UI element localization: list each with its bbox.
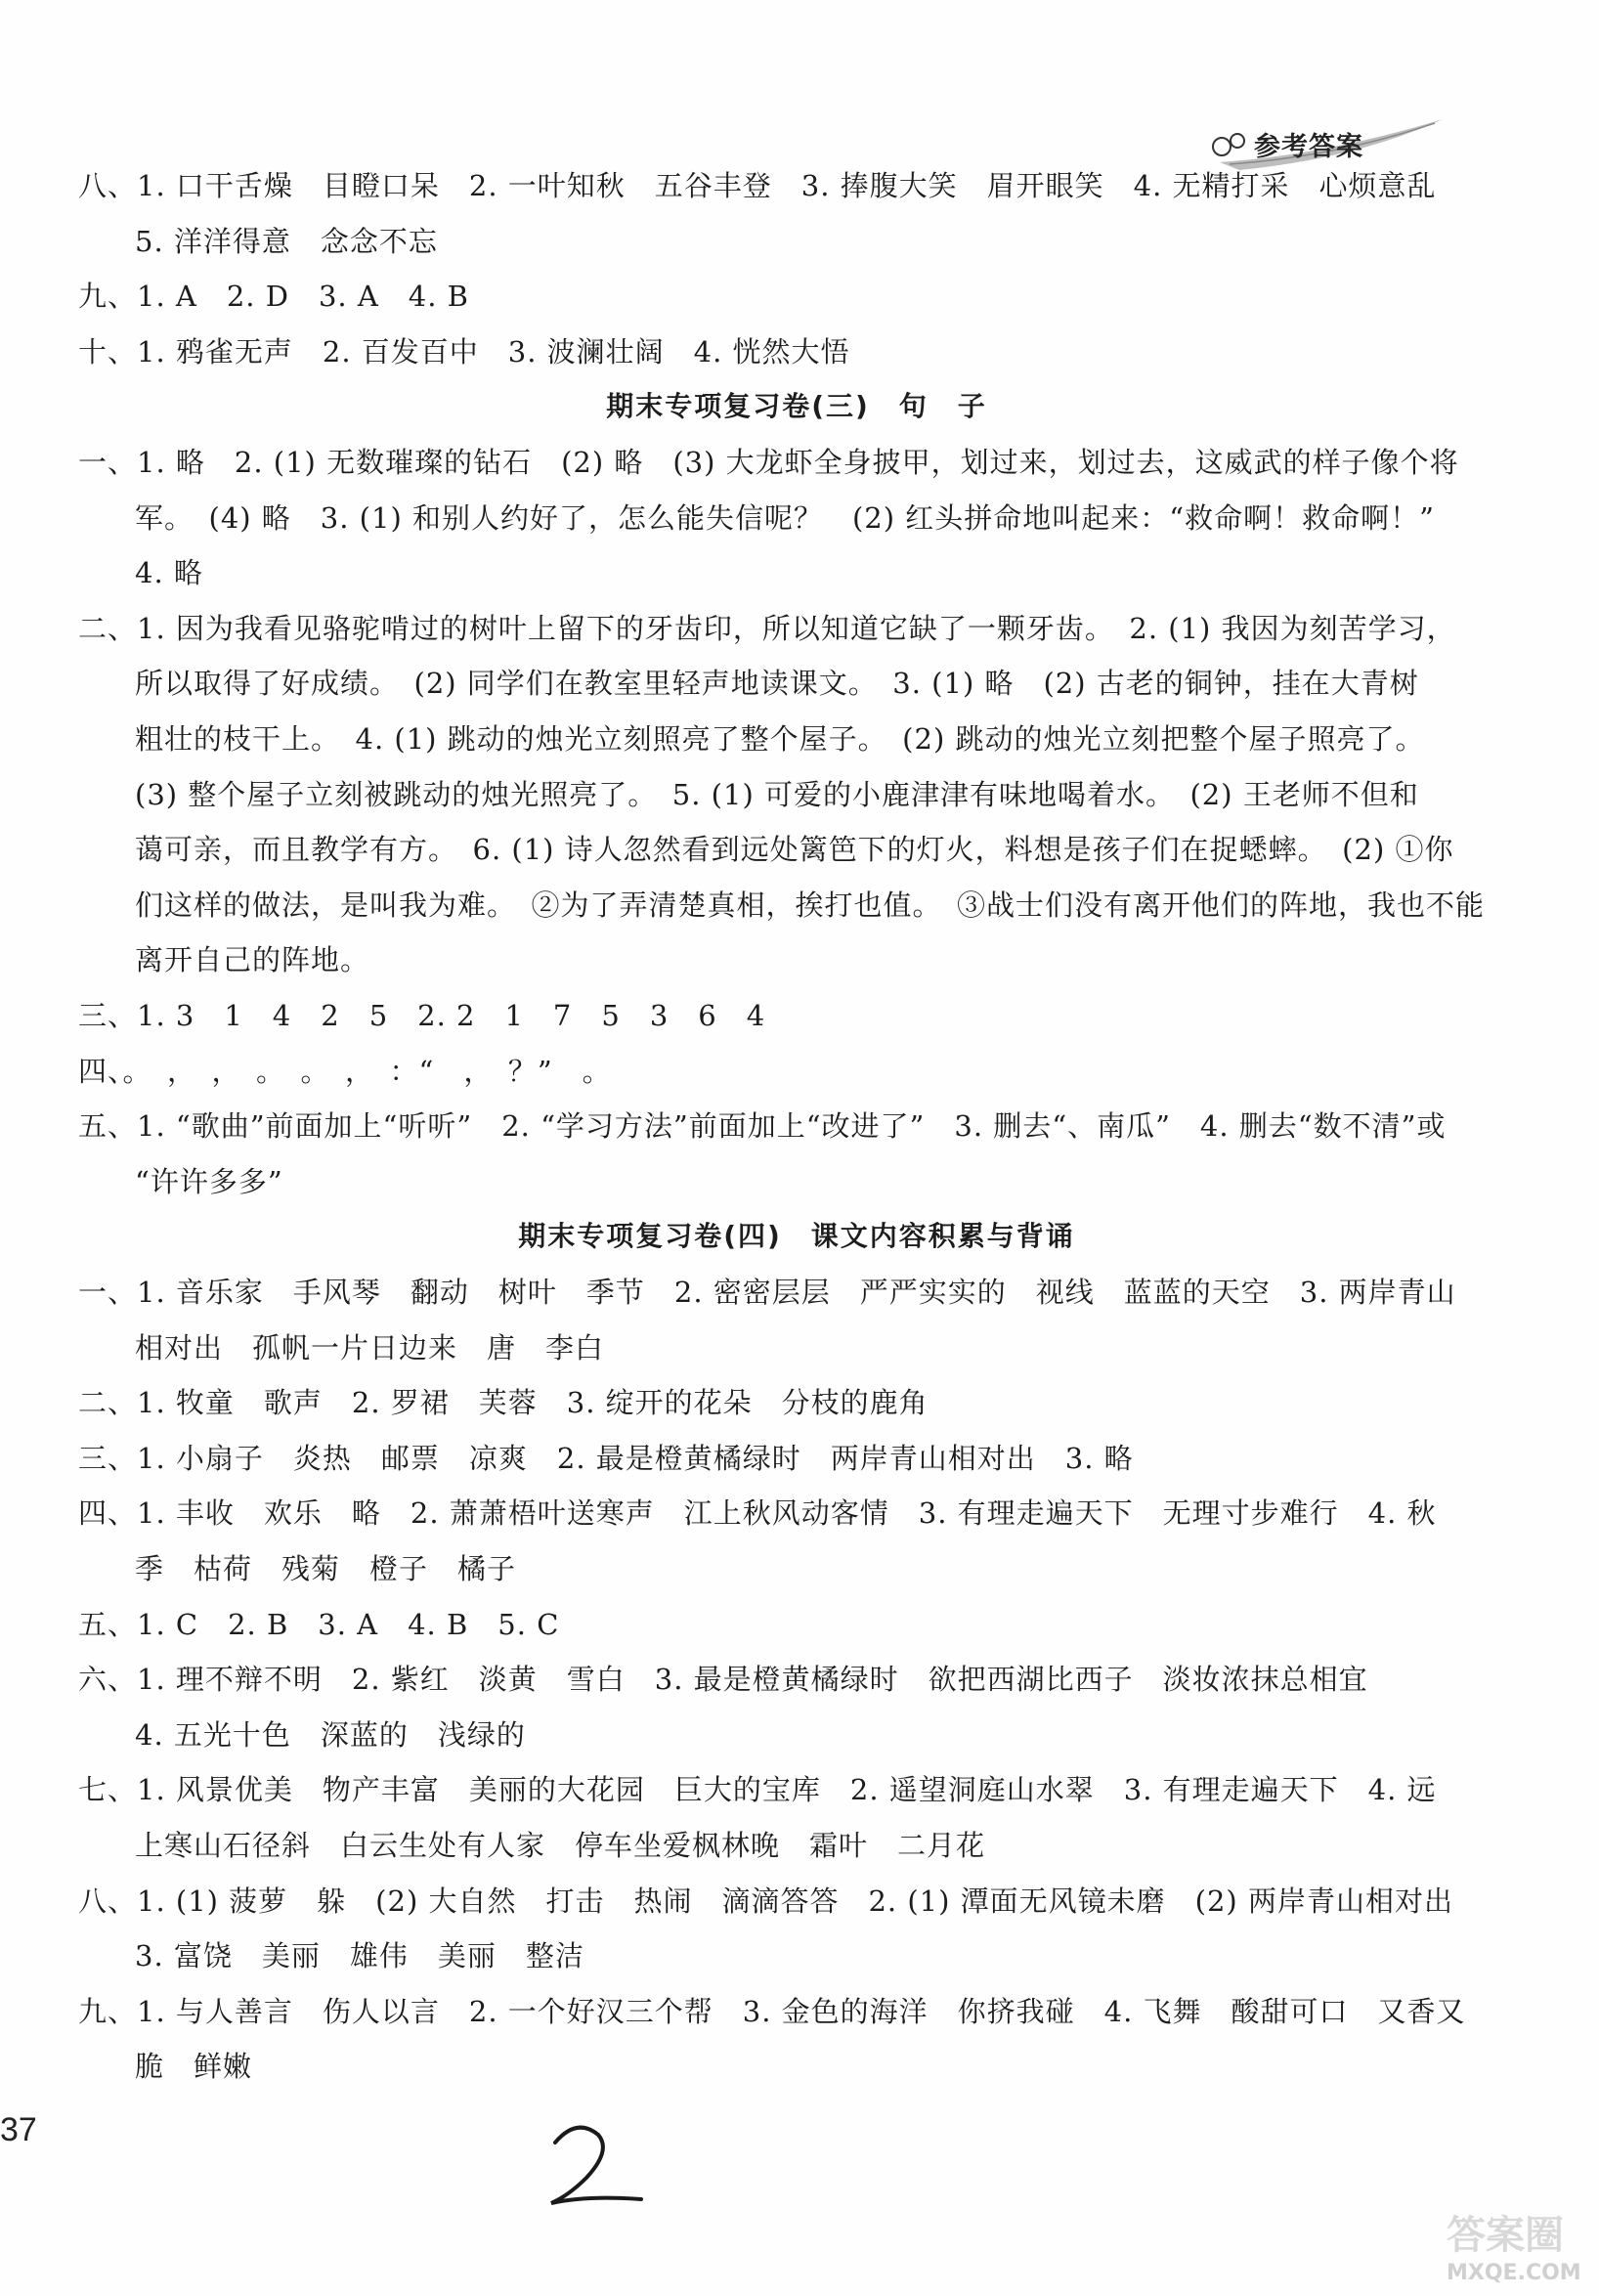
answer-line: 4. 略 — [135, 556, 203, 589]
watermark-bottom-text: MXQE.COM — [1447, 2261, 1581, 2285]
answer-line: “许许多多” — [135, 1165, 283, 1198]
answer-line: 脆 鲜嫩 — [135, 2050, 253, 2083]
answer-line: 七、1. 风景优美 物产丰富 美丽的大花园 巨大的宝库 2. 遥望洞庭山水翠 3. 有理走遍天下 4. 远 — [78, 1773, 1437, 1806]
answer-line: 3. 富饶 美丽 雄伟 美丽 整洁 — [135, 1939, 584, 1972]
answer-line: 五、1. “歌曲”前面加上“听听” 2. “学习方法”前面加上“改进了” 3. 删去“、南瓜” 4. 删去“数不清”或 — [78, 1109, 1447, 1143]
watermark-top-text: 答案圈 — [1447, 2213, 1564, 2258]
answer-line: 六、1. 理不辩不明 2. 紫红 淡黄 雪白 3. 最是橙黄橘绿时 欲把西湖比西子 淡妆浓抹总相宜 — [78, 1663, 1368, 1696]
answer-line: 5. 洋洋得意 念念不忘 — [135, 225, 438, 258]
answer-line: 三、1. 小扇子 炎热 邮票 凉爽 2. 最是橙黄橘绿时 两岸青山相对出 3. 略 — [78, 1442, 1134, 1475]
answer-line: 三、1. 3 1 4 2 5 2. 2 1 7 5 3 6 4 — [78, 999, 766, 1032]
answer-line: 军。 (4) 略 3. (1) 和别人约好了，怎么能失信呢？ (2) 红头拼命地叫起来：“救命啊！救命啊！” — [135, 501, 1435, 535]
watermark — [1447, 2204, 1593, 2292]
answer-line: 八、1. (1) 菠萝 躲 (2) 大自然 打击 热闹 滴滴答答 2. (1) 潭面无风镜未磨 (2) 两岸青山相对出 — [78, 1884, 1453, 1918]
answer-line: (3) 整个屋子立刻被跳动的烛光照亮了。 5. (1) 可爱的小鹿津津有味地喝着水。 (2) 王老师不但和 — [135, 778, 1419, 811]
answer-line: 上寒山石径斜 白云生处有人家 停车坐爱枫林晚 霜叶 二月花 — [135, 1829, 986, 1862]
answer-line: 十、1. 鸦雀无声 2. 百发百中 3. 波澜壮阔 4. 恍然大悟 — [78, 335, 850, 368]
answer-line: 粗壮的枝干上。 4. (1) 跳动的烛光立刻照亮了整个屋子。 (2) 跳动的烛光立刻把整个屋子照亮了。 — [135, 722, 1425, 756]
answer-line: 四、1. 丰收 欢乐 略 2. 萧萧梧叶送寒声 江上秋风动客情 3. 有理走遍天下 无理寸步难行 4. 秋 — [78, 1496, 1437, 1530]
answer-line: 九、1. 与人善言 伤人以言 2. 一个好汉三个帮 3. 金色的海洋 你挤我碰 4. 飞舞 酸甜可口 又香又 — [78, 1995, 1466, 2028]
answer-line: 四、。 ， ， 。 。 ， ：“ ， ？” 。 — [78, 1055, 612, 1088]
answer-line: 4. 五光十色 深蓝的 浅绿的 — [135, 1718, 526, 1752]
handwritten-mark — [547, 2121, 645, 2209]
answer-line: 八、1. 口干舌燥 目瞪口呆 2. 一叶知秋 五谷丰登 3. 捧腹大笑 眉开眼笑 4. 无精打采 心烦意乱 — [78, 169, 1437, 202]
answer-line: 所以取得了好成绩。 (2) 同学们在教室里轻声地读课文。 3. (1) 略 (2) 古老的铜钟，挂在大青树 — [135, 667, 1419, 700]
answer-key-label: 参考答案 — [1254, 132, 1363, 162]
answer-line: 五、1. C 2. B 3. A 4. B 5. C — [78, 1608, 560, 1641]
answer-line: 二、1. 因为我看见骆驼啃过的树叶上留下的牙齿印，所以知道它缺了一颗牙齿。 2. (1) 我因为刻苦学习， — [78, 612, 1456, 645]
answer-line: 二、1. 牧童 歌声 2. 罗裙 芙蓉 3. 绽开的花朵 分枝的鹿角 — [78, 1386, 929, 1419]
section-title: 期末专项复习卷(三) 句 子 — [606, 390, 987, 422]
answer-line: 相对出 孤帆一片日边来 唐 李白 — [135, 1331, 605, 1365]
section-title: 期末专项复习卷(四) 课文内容积累与背诵 — [518, 1220, 1075, 1252]
answer-line: 一、1. 音乐家 手风琴 翻动 树叶 季节 2. 密密层层 严严实实的 视线 蓝蓝的天空 3. 两岸青山 — [78, 1276, 1456, 1309]
answer-line: 离开自己的阵地。 — [135, 943, 370, 976]
page-number: 37 — [0, 2111, 37, 2148]
answer-line: 们这样的做法，是叫我为难。 ②为了弄清楚真相，挨打也值。 ③战士们没有离开他们的阵地，我也不能 — [135, 888, 1486, 922]
answer-line: 九、1. A 2. D 3. A 4. B — [78, 280, 469, 313]
answer-line: 季 枯荷 残菊 橙子 橘子 — [135, 1552, 517, 1585]
answer-line: 蔼可亲，而且教学有方。 6. (1) 诗人忽然看到远处篱笆下的灯火，料想是孩子们在捉蟋蟀。 (2) ①你 — [135, 833, 1454, 866]
answer-key-badge — [1200, 115, 1445, 174]
answer-line: 一、1. 略 2. (1) 无数璀璨的钻石 (2) 略 (3) 大龙虾全身披甲，划过来，划过去，这威武的样子像个将 — [78, 446, 1459, 479]
